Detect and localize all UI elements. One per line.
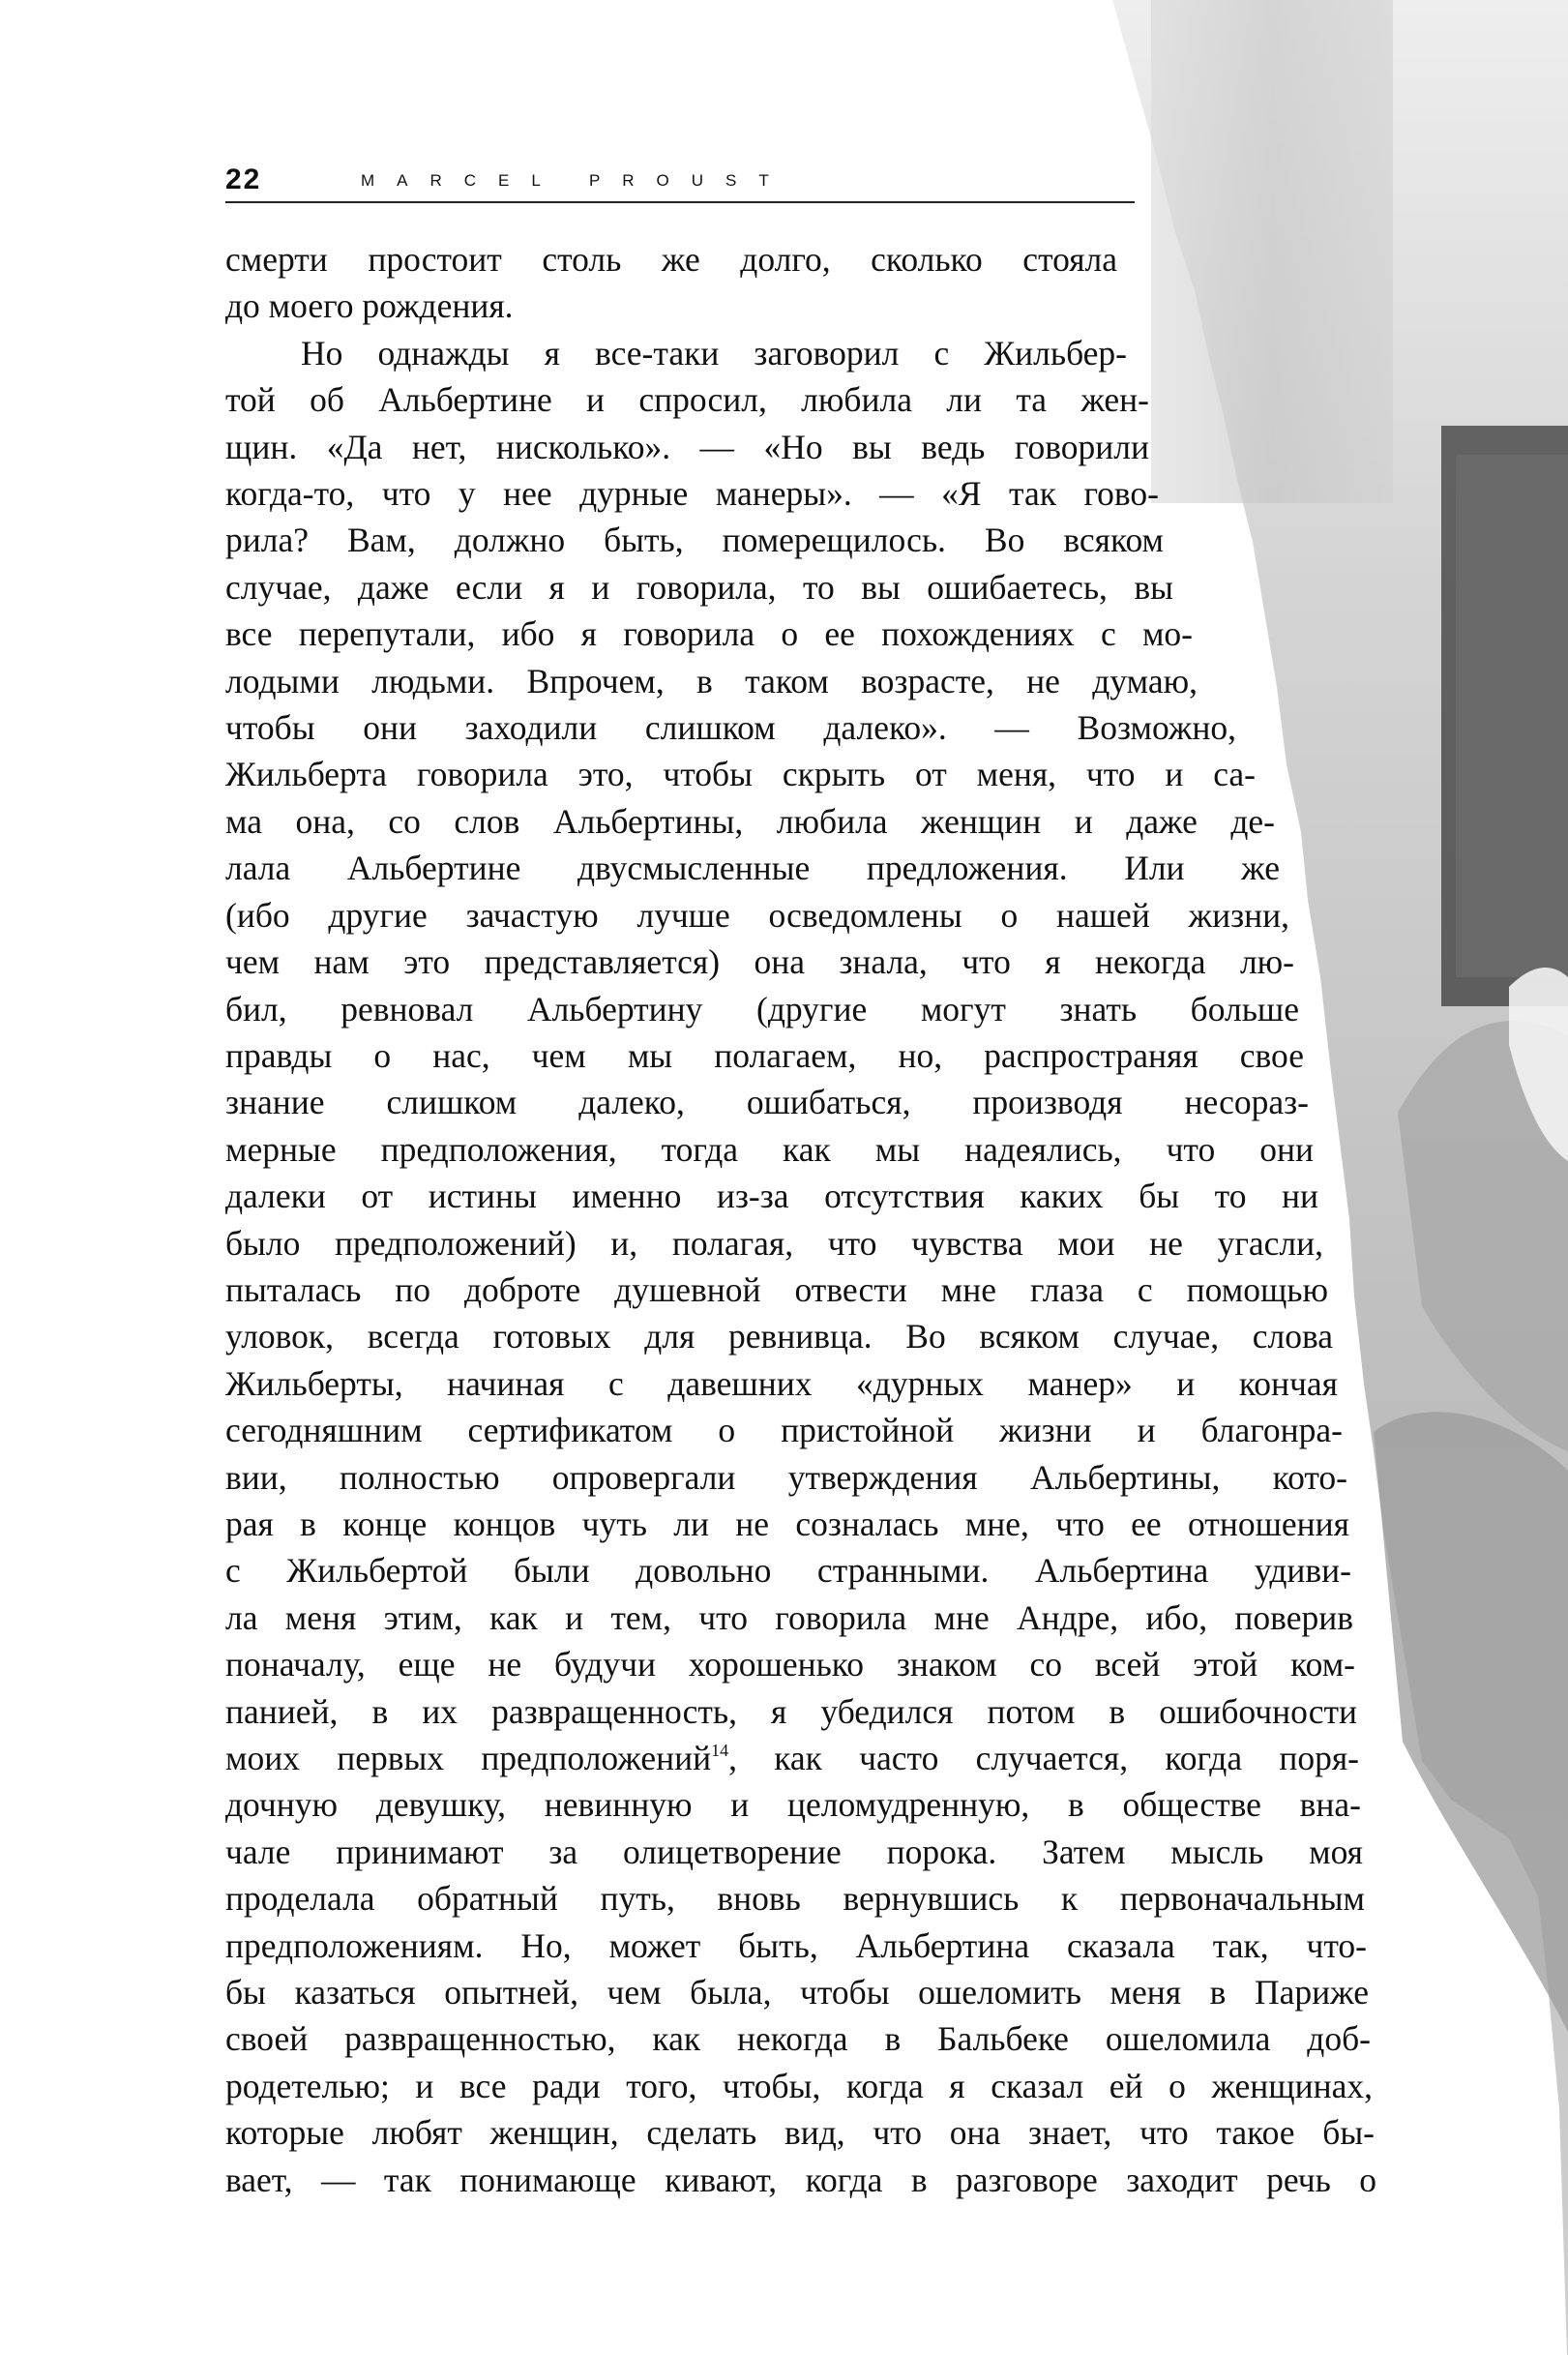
text-line: было предположений) и, полагая, что чувства мои не угасли, <box>225 1223 1323 1263</box>
footnote-marker[interactable]: 14 <box>711 1741 729 1760</box>
text-line: чем нам это представляется) она знала, что я некогда лю- <box>225 942 1294 982</box>
text-line: дочную девушку, невинную и целомудренную, в обществе вна- <box>225 1785 1361 1825</box>
text-line: далеки от истины именно из-за отсутствия каких бы то ни <box>225 1177 1318 1216</box>
body-text <box>225 236 1376 2203</box>
text-line: бил, ревновал Альбертину (другие могут знать больше <box>225 989 1299 1028</box>
text-line: бы казаться опытней, чем была, чтобы ошеломить меня в Париже <box>225 1973 1369 2012</box>
text-line: ма она, со слов Альбертины, любила женщин и даже де- <box>225 801 1275 841</box>
text-line: рила? Вам, должно быть, померещилось. Во всяком <box>225 521 1164 560</box>
running-head <box>225 163 1135 203</box>
text-line: вии, полностью опровергали утверждения Альбертины, кото- <box>225 1457 1347 1497</box>
text-line: поначалу, еще не будучи хорошенько знаком со всей этой ком- <box>225 1645 1355 1684</box>
text-line: которые любят женщин, сделать вид, что она знает, что такое бы- <box>225 2113 1375 2153</box>
text-line: когда-то, что у нее дурные манеры». — «Я так гово- <box>225 474 1159 514</box>
text-line: лала Альбертине двусмысленные предложения. Или же <box>225 849 1280 888</box>
text-line: вает, — так понимающе кивают, когда в разговоре заходит речь о <box>225 2160 1376 2199</box>
text-fragment: , как часто случается, когда поря- <box>728 1739 1360 1777</box>
text-line: Жильберта говорила это, чтобы скрыть от меня, что и са- <box>225 755 1256 794</box>
page-number: 22 <box>225 164 262 195</box>
text-fragment: моих первых предположений <box>225 1739 712 1777</box>
text-line: Но однажды я все-таки заговорил с Жильбер- <box>301 333 1127 373</box>
text-line: смерти простоит столь же долго, сколько стояла <box>225 240 1117 279</box>
text-line: чале принимают за олицетворение порока. Затем мысль моя <box>225 1832 1363 1871</box>
text-line: той об Альбертине и спросил, любила ли та жен- <box>225 380 1149 420</box>
text-line: уловок, всегда готовых для ревнивца. Во всяком случае, слова <box>225 1317 1333 1356</box>
text-line: лодыми людьми. Впрочем, в таком возрасте, не думаю, <box>225 661 1198 701</box>
text-line: случае, даже если я и говорила, то вы ошибаетесь, вы <box>225 567 1173 607</box>
text-line: предположениям. Но, может быть, Альбертина сказала так, что- <box>225 1925 1367 1965</box>
text-line-with-footnote <box>225 1735 1359 1781</box>
text-line: знание слишком далеко, ошибаться, производя несораз- <box>225 1083 1309 1122</box>
text-line: все перепутали, ибо я говорила о ее похождениях с мо- <box>225 614 1193 654</box>
text-line: пыталась по доброте душевной отвести мне глаза с помощью <box>225 1269 1328 1309</box>
text-line: щин. «Да нет, нисколько». — «Но вы ведь говорили <box>225 427 1149 466</box>
text-line: до моего рождения. <box>225 286 514 326</box>
text-line: правды о нас, чем мы полагаем, но, распространяя свое <box>225 1035 1304 1075</box>
text-line: своей развращенностью, как некогда в Бальбеке ошеломила доб- <box>225 2019 1371 2059</box>
running-head-author: MARCEL PROUST <box>361 171 791 190</box>
text-line: (ибо другие зачастую лучше осведомлены о нашей жизни, <box>225 895 1289 935</box>
text-line: сегодняшним сертификатом о пристойной жизни и благонра- <box>225 1411 1343 1450</box>
text-line: ла меня этим, как и тем, что говорила мне Андре, ибо, поверив <box>225 1597 1353 1637</box>
text-line: мерные предположения, тогда как мы надеялись, что они <box>225 1129 1314 1169</box>
text-line: с Жильбертой были довольно странными. Альбертина удиви- <box>225 1551 1351 1591</box>
text-line: родетелью; и все ради того, чтобы, когда я сказал ей о женщинах, <box>225 2066 1373 2105</box>
text-line: рая в конце концов чуть ли не созналась мне, что ее отношения <box>225 1504 1349 1543</box>
text-line: панией, в их развращенность, я убедился потом в ошибочности <box>225 1691 1357 1731</box>
text-line: Жильберты, начиная с давешних «дурных манер» и кончая <box>225 1363 1338 1403</box>
text-line: чтобы они заходили слишком далеко». — Возможно, <box>225 708 1236 748</box>
text-line: проделала обратный путь, вновь вернувшись к первоначальным <box>225 1879 1365 1919</box>
